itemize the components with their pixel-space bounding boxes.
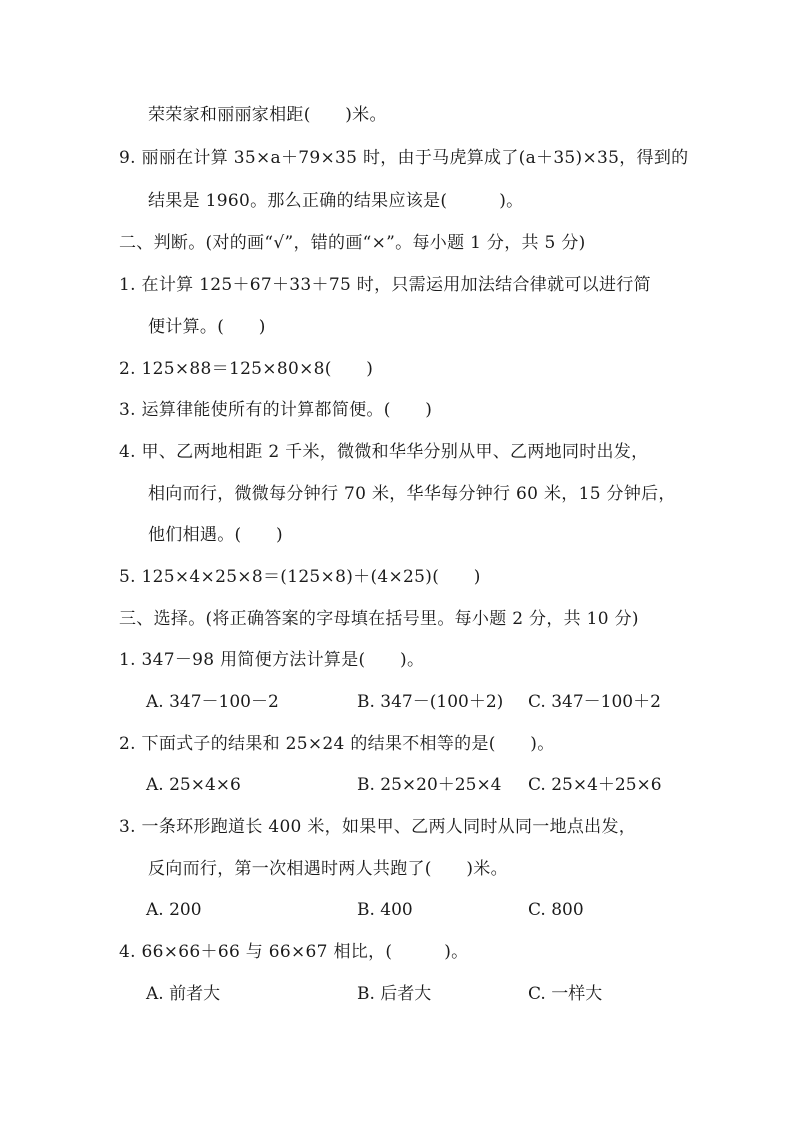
choice-2-option-b: B. 25×20＋25×4 (357, 775, 502, 795)
judge-4-continuation: 相向而行，微微每分钟行 70 米，华华每分钟行 60 米，15 分钟后， (148, 484, 676, 504)
choice-1-option-c: C. 347－100＋2 (528, 692, 661, 712)
choice-4-option-b: B. 后者大 (357, 984, 432, 1004)
choice-4-option-c: C. 一样大 (528, 984, 603, 1004)
choice-3-option-b: B. 400 (357, 900, 413, 920)
judge-4-text: 4. 甲、乙两地相距 2 千米，微微和华华分别从甲、乙两地同时出发， (119, 442, 649, 462)
choice-1-text: 1. 347－98 用简便方法计算是( )。 (119, 650, 425, 670)
choice-3-option-c: C. 800 (528, 900, 584, 920)
choice-2-text: 2. 下面式子的结果和 25×24 的结果不相等的是( )。 (119, 734, 555, 754)
choice-2-option-a: A. 25×4×6 (146, 775, 241, 795)
judge-3-text: 3. 运算律能使所有的计算都简便。( ) (119, 400, 433, 420)
judge-2-text: 2. 125×88＝125×80×8( ) (119, 359, 374, 379)
choice-4-option-a: A. 前者大 (146, 984, 221, 1004)
question-9-text: 9. 丽丽在计算 35×a＋79×35 时，由于马虎算成了(a＋35)×35，得到的 (119, 148, 689, 168)
choice-4-text: 4. 66×66＋66 与 66×67 相比，( )。 (119, 942, 469, 962)
choice-1-option-a: A. 347－100－2 (146, 692, 279, 712)
choice-2-option-c: C. 25×4＋25×6 (528, 775, 662, 795)
question-8-continuation: 荣荣家和丽丽家相距( )米。 (148, 105, 387, 125)
question-9-continuation: 结果是 1960。那么正确的结果应该是( )。 (148, 191, 524, 211)
judge-5-text: 5. 125×4×25×8＝(125×8)＋(4×25)( ) (119, 567, 481, 587)
judge-1-continuation: 便计算。( ) (148, 317, 266, 337)
choice-1-option-b: B. 347－(100＋2) (357, 692, 504, 712)
section-2-heading: 二、判断。(对的画“√”，错的画“×”。每小题 1 分，共 5 分) (119, 233, 586, 253)
choice-3-option-a: A. 200 (146, 900, 202, 920)
judge-1-text: 1. 在计算 125＋67＋33＋75 时，只需运用加法结合律就可以进行简 (119, 275, 651, 295)
choice-3-continuation: 反向而行，第一次相遇时两人共跑了( )米。 (148, 859, 508, 879)
section-3-heading: 三、选择。(将正确答案的字母填在括号里。每小题 2 分，共 10 分) (119, 609, 639, 629)
judge-4-continuation-2: 他们相遇。( ) (148, 525, 283, 545)
choice-3-text: 3. 一条环形跑道长 400 米，如果甲、乙两人同时从同一地点出发， (119, 817, 637, 837)
